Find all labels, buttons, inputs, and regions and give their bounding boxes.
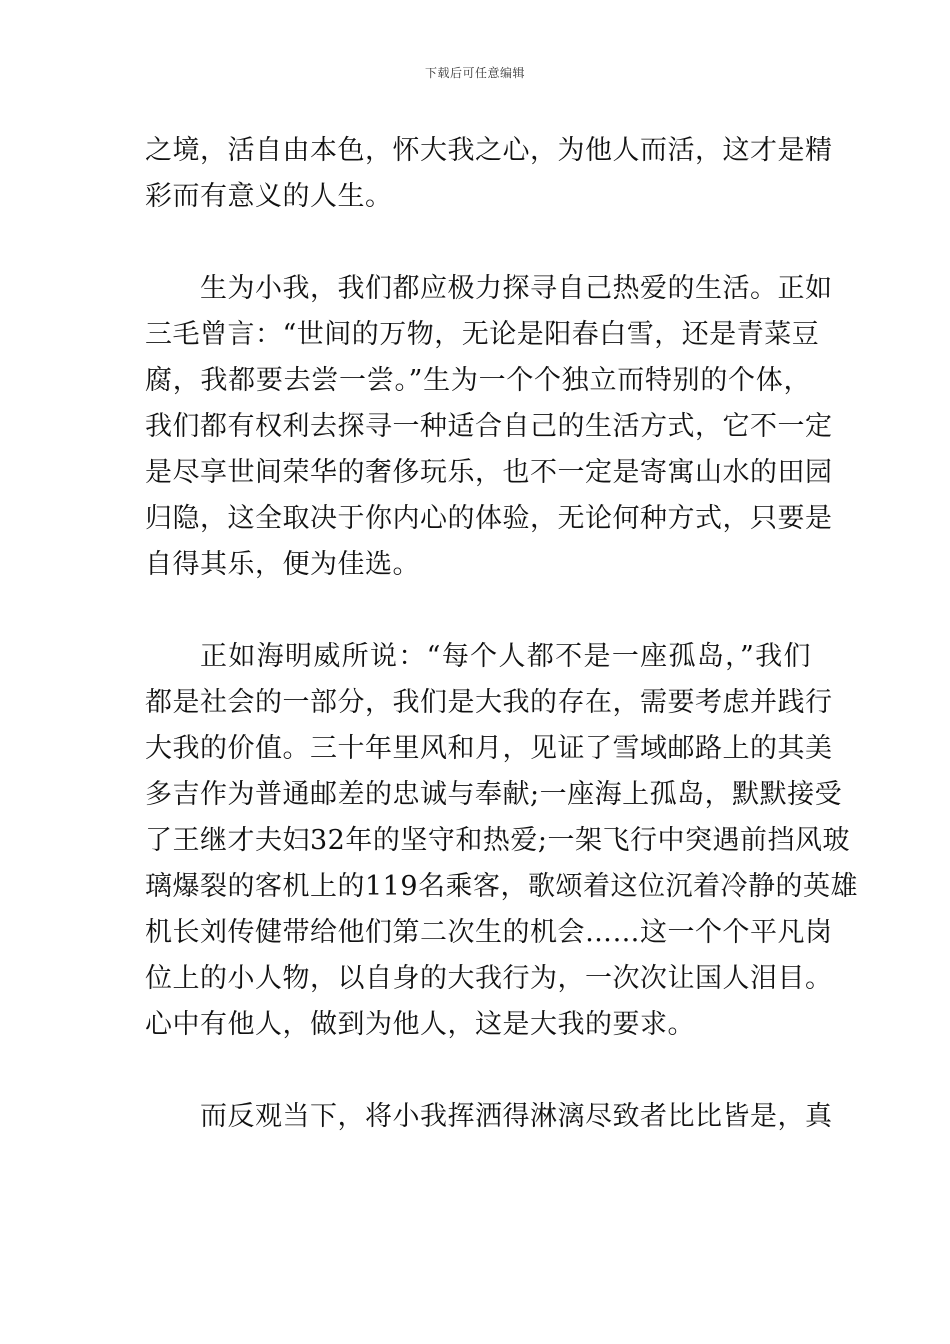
paragraph-gap bbox=[145, 220, 811, 266]
text-line: 正如海明威所说：“每个人都不是一座孤岛，”我们 bbox=[200, 641, 811, 672]
text-line: 都是社会的一部分，我们是大我的存在，需要考虑并践行 bbox=[145, 687, 833, 718]
text-line: 归隐，这全取决于你内心的体验，无论何种方式，只要是 bbox=[145, 503, 833, 534]
text-line: 我们都有权利去探寻一种适合自己的生活方式，它不一定 bbox=[145, 411, 833, 442]
text-line: 多吉作为普通邮差的忠诚与奉献;一座海上孤岛，默默接受 bbox=[145, 779, 843, 810]
paragraph bbox=[145, 1094, 833, 1140]
text-line: 自得其乐，便为佳选。 bbox=[145, 549, 420, 580]
text-line: 腐，我都要去尝一尝。”生为一个个独立而特别的个体， bbox=[145, 365, 811, 396]
text-line: 璃爆裂的客机上的119名乘客，歌颂着这位沉着冷静的英雄 bbox=[145, 871, 859, 902]
text-line: 大我的价值。三十年里风和月，见证了雪域邮路上的其美 bbox=[145, 733, 833, 764]
text-line: 之境，活自由本色，怀大我之心，为他人而活，这才是精 bbox=[145, 135, 833, 166]
text-line: 了王继才夫妇32年的坚守和热爱;一架飞行中突遇前挡风玻 bbox=[145, 825, 850, 856]
text-line: 彩而有意义的人生。 bbox=[145, 181, 393, 212]
text-line: 是尽享世间荣华的奢侈玩乐，也不一定是寄寓山水的田园 bbox=[145, 457, 833, 488]
paragraph-gap bbox=[145, 588, 811, 634]
text-line: 而反观当下，将小我挥洒得淋漓尽致者比比皆是，真 bbox=[200, 1101, 833, 1132]
paragraph-gap bbox=[145, 1048, 811, 1094]
paragraph bbox=[145, 128, 833, 220]
text-line: 三毛曾言：“世间的万物，无论是阳春白雪，还是青菜豆 bbox=[145, 319, 820, 350]
document-body bbox=[145, 128, 859, 1140]
text-line: 位上的小人物，以自身的大我行为，一次次让国人泪目。 bbox=[145, 963, 833, 994]
page-header: 下载后可任意编辑 bbox=[424, 66, 525, 80]
paragraph bbox=[145, 634, 859, 1048]
text-line: 心中有他人，做到为他人，这是大我的要求。 bbox=[145, 1009, 695, 1040]
text-line: 机长刘传健带给他们第二次生的机会……这一个个平凡岗 bbox=[145, 917, 833, 948]
paragraph bbox=[145, 266, 833, 588]
text-line: 生为小我，我们都应极力探寻自己热爱的生活。正如 bbox=[200, 273, 833, 304]
